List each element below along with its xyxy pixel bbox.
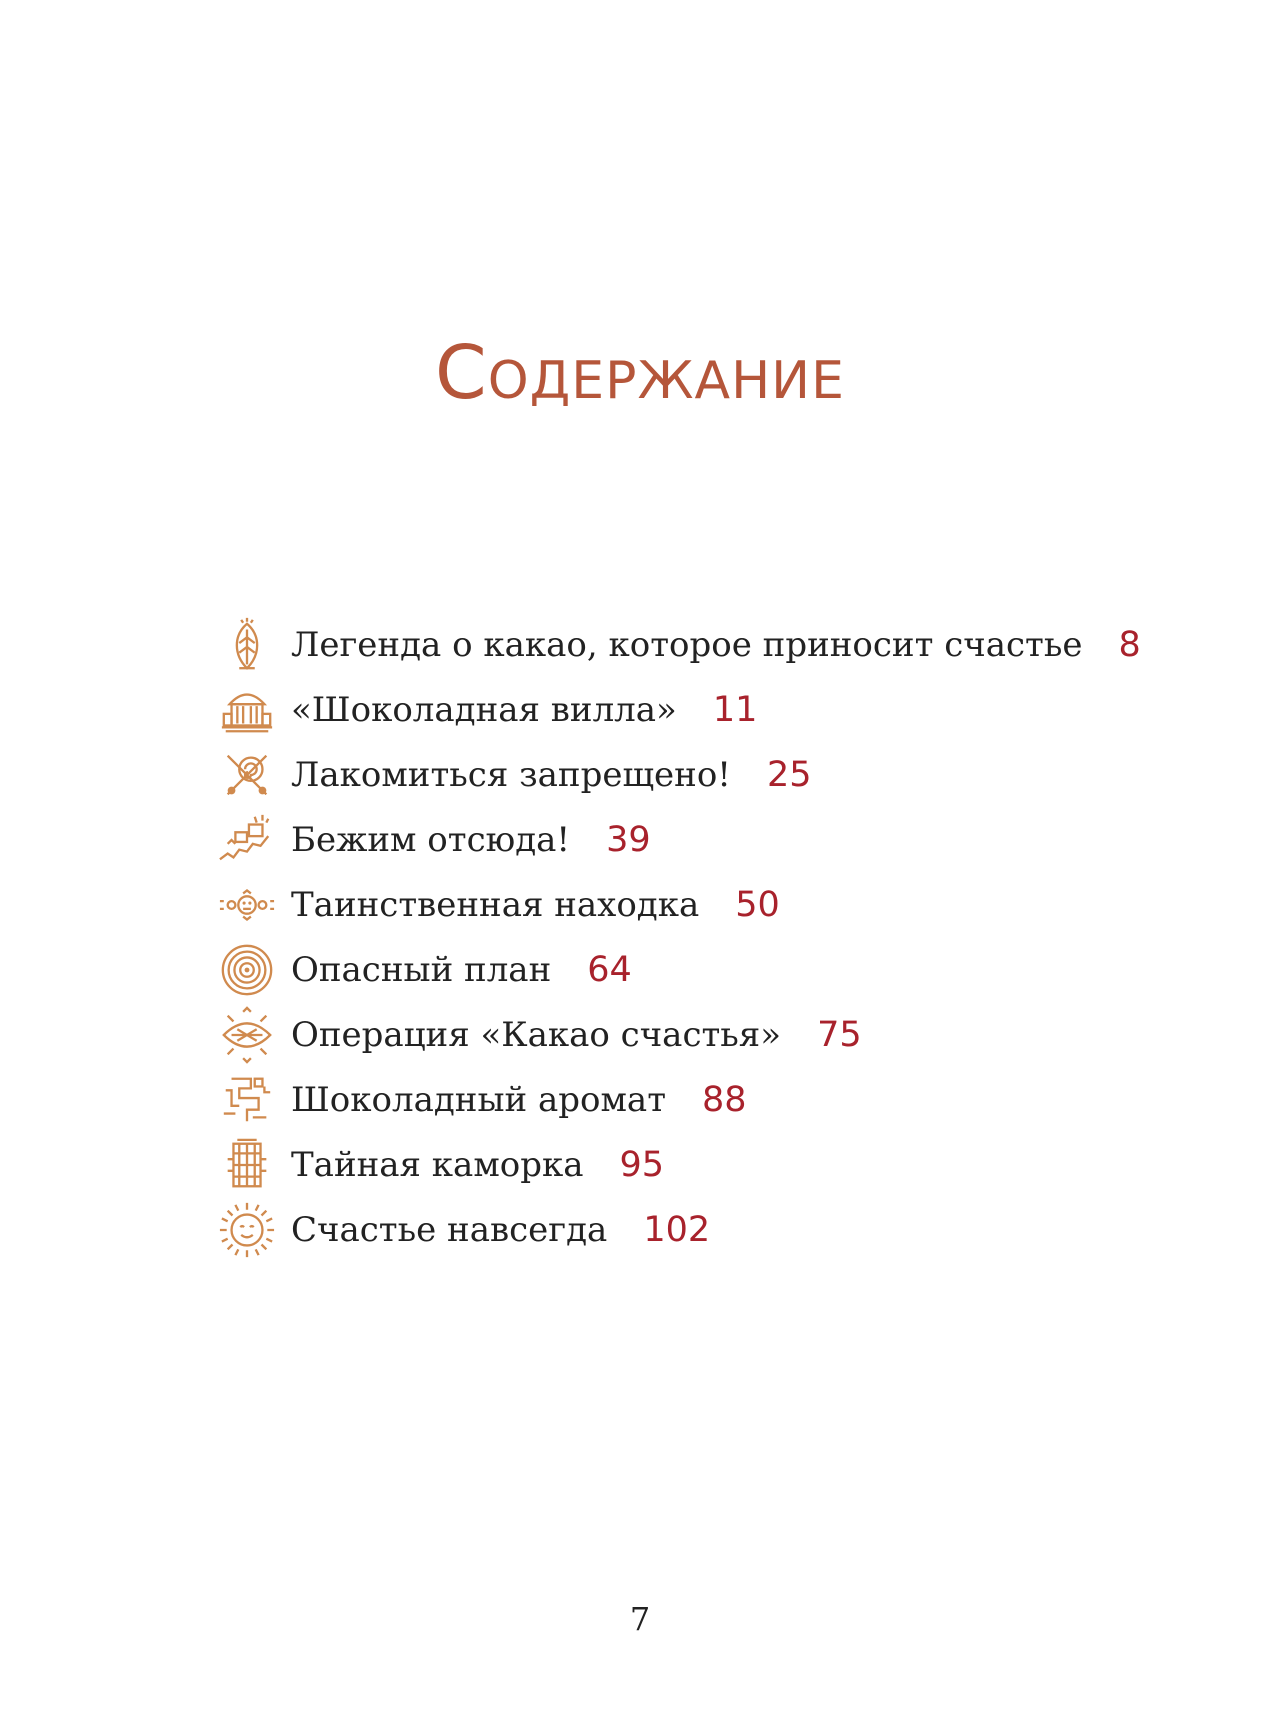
sun-face-icon [215, 1201, 279, 1259]
toc-entry-title: Лакомиться запрещено! [291, 754, 731, 795]
toc-entry[interactable] [215, 937, 1215, 1002]
toc-entry-page: 11 [712, 689, 758, 730]
toc-entry[interactable] [215, 872, 1215, 937]
toc-entry[interactable] [215, 1132, 1215, 1197]
toc-entry-page: 75 [817, 1014, 862, 1055]
toc-entry-page: 88 [702, 1079, 747, 1120]
spiral-disc-icon [215, 941, 279, 999]
table-of-contents [215, 612, 1215, 1262]
toc-entry[interactable] [215, 807, 1215, 872]
toc-entry-page: 102 [643, 1209, 711, 1250]
totem-icon [215, 1136, 279, 1194]
toc-entry[interactable] [215, 612, 1215, 677]
toc-entry[interactable] [215, 1067, 1215, 1132]
toc-entry-page: 25 [766, 754, 812, 795]
villa-icon [215, 681, 279, 739]
toc-entry-title: Тайная каморка [291, 1144, 584, 1185]
toc-entry-page: 8 [1118, 624, 1141, 665]
toc-entry-title: Легенда о какао, которое приносит счастье [291, 624, 1083, 665]
cacao-pod-icon [215, 616, 279, 674]
toc-entry-page: 95 [619, 1144, 665, 1185]
toc-entry-page: 64 [587, 949, 632, 990]
toc-entry[interactable] [215, 1197, 1215, 1262]
toc-entry-title: Шоколадный аромат [291, 1079, 667, 1120]
toc-entry-page: 50 [735, 884, 780, 925]
toc-entry[interactable] [215, 742, 1215, 807]
crossed-hands-spiral-icon [215, 746, 279, 804]
toc-entry[interactable] [215, 1002, 1215, 1067]
running-figure-icon [215, 811, 279, 869]
mask-face-icon [215, 876, 279, 934]
toc-entry-title: Бежим отсюда! [291, 819, 571, 860]
toc-entry-title: Опасный план [291, 949, 552, 990]
page-title: Содержание [435, 330, 845, 416]
toc-entry-title: Таинственная находка [291, 884, 700, 925]
cacao-bean-icon [215, 1006, 279, 1064]
toc-entry-title: Счастье навсегда [291, 1209, 608, 1250]
page-number: 7 [629, 1600, 651, 1638]
toc-entry-title: Операция «Какао счастья» [291, 1014, 782, 1055]
toc-entry[interactable] [215, 677, 1215, 742]
toc-entry-page: 39 [606, 819, 651, 860]
maze-glyph-icon [215, 1071, 279, 1129]
toc-entry-title: «Шоколадная вилла» [291, 689, 677, 730]
